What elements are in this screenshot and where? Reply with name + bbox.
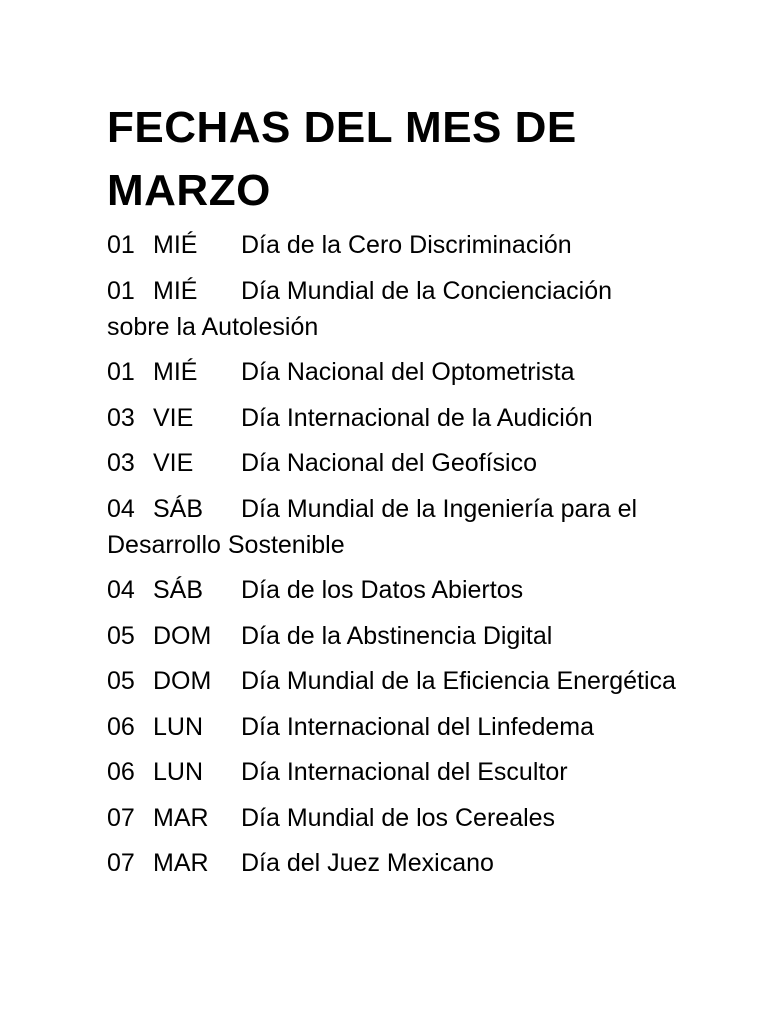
entry-weekday: VIE [153, 449, 194, 477]
entry-weekday: MAR [153, 803, 209, 832]
list-item [107, 572, 677, 608]
list-item [107, 709, 677, 745]
entry-weekday: SÁB [153, 494, 204, 523]
entry-weekday: DOM [153, 621, 212, 650]
entry-weekday: LUN [153, 712, 204, 741]
entry-event: Día Internacional del Escultor [241, 758, 568, 786]
list-item [107, 845, 677, 881]
entry-event: Día Internacional del Linfedema [241, 712, 595, 741]
list-item [107, 800, 677, 836]
list-item [107, 400, 677, 436]
entry-day: 01 [107, 231, 135, 259]
entry-event: Día de la Abstinencia Digital [241, 621, 553, 650]
entry-event: Día Internacional de la Audición [241, 403, 593, 432]
entry-weekday: DOM [153, 667, 212, 695]
entry-weekday: MIÉ [153, 276, 198, 305]
list-item [107, 663, 677, 699]
entry-weekday: MIÉ [153, 231, 198, 259]
entry-event: Día Nacional del Optometrista [241, 358, 575, 386]
entry-event: Día Mundial de los Cereales [241, 803, 556, 832]
entry-day: 01 [107, 276, 135, 305]
list-item [107, 354, 677, 390]
list-item [107, 227, 677, 263]
list-item [107, 618, 677, 654]
entry-day: 06 [107, 758, 135, 786]
date-list [107, 227, 677, 881]
page-title: FECHAS DEL MES DE MARZO [107, 103, 577, 215]
entry-day: 06 [107, 712, 135, 741]
list-item [107, 273, 677, 345]
entry-day: 05 [107, 667, 135, 695]
entry-event: Día Mundial de la Eficiencia Energética [241, 667, 676, 695]
entry-weekday: LUN [153, 758, 204, 786]
entry-weekday: MIÉ [153, 358, 198, 386]
entry-day: 01 [107, 358, 135, 386]
entry-weekday: SÁB [153, 576, 204, 604]
entry-day: 05 [107, 621, 135, 650]
entry-event: Día de los Datos Abiertos [241, 576, 524, 604]
entry-day: 07 [107, 803, 135, 832]
entry-event: Día Mundial de la Ingeniería para el Desarrollo Sostenible [107, 494, 638, 559]
list-item [107, 754, 677, 790]
entry-event: Día del Juez Mexicano [241, 849, 494, 877]
entry-event: Día Nacional del Geofísico [241, 449, 537, 477]
entry-weekday: MAR [153, 849, 209, 877]
entry-day: 04 [107, 576, 135, 604]
entry-event: Día de la Cero Discriminación [241, 231, 572, 259]
entry-weekday: VIE [153, 403, 194, 432]
document-page [107, 96, 677, 891]
list-item [107, 491, 677, 563]
entry-day: 04 [107, 494, 135, 523]
list-item [107, 445, 677, 481]
entry-event: Día Mundial de la Concienciación sobre la Autolesión [107, 276, 613, 341]
entry-day: 07 [107, 849, 135, 877]
entry-day: 03 [107, 449, 135, 477]
entry-day: 03 [107, 403, 135, 432]
